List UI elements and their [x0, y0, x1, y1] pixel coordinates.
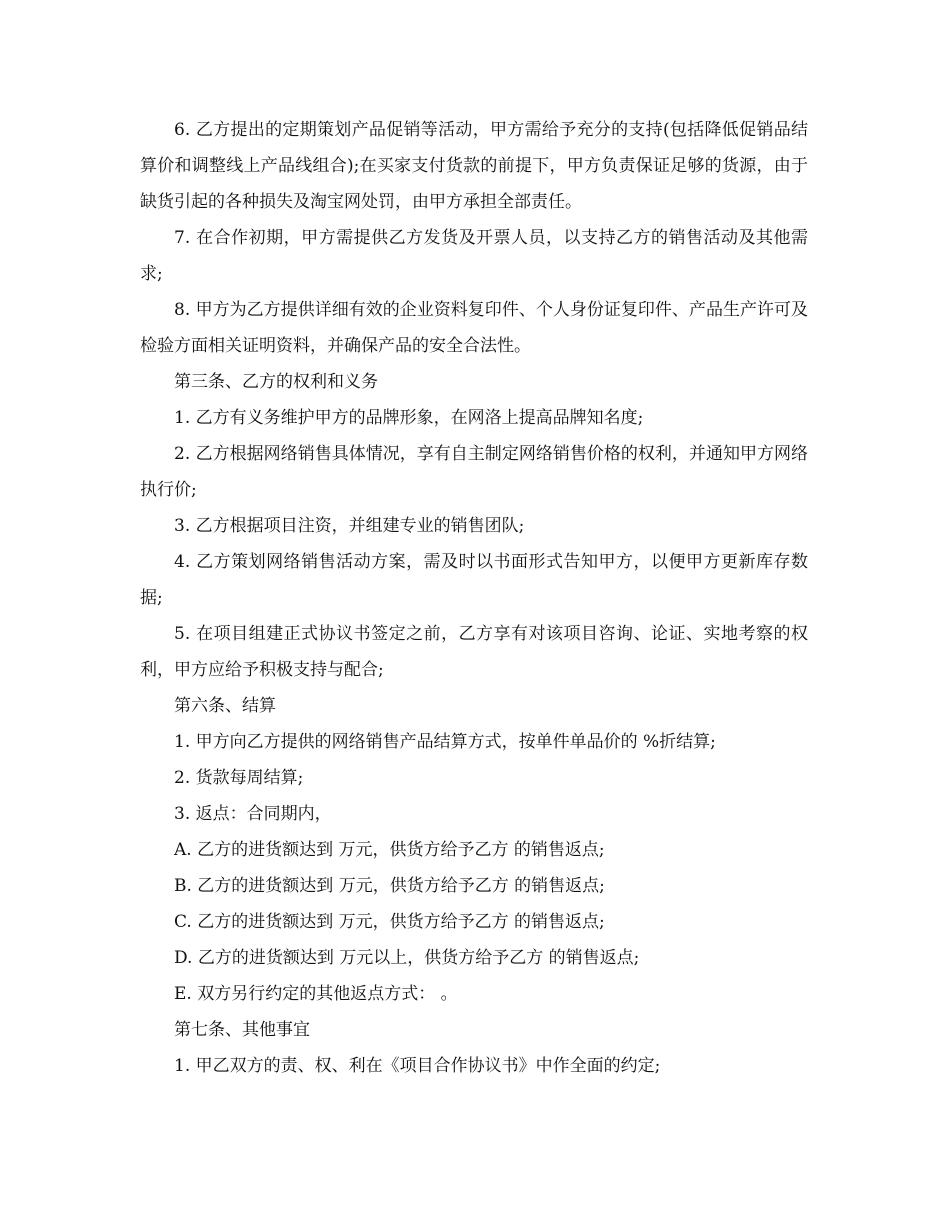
- paragraph-clause-3-4: 4. 乙方策划网络销售活动方案，需及时以书面形式告知甲方，以便甲方更新库存数据;: [140, 552, 808, 608]
- paragraph-clause-6-1: 1. 甲方向乙方提供的网络销售产品结算方式，按单件单品价的 %折结算;: [174, 732, 716, 752]
- paragraph-rebate-c: C. 乙方的进货额达到 万元，供货方给予乙方 的销售返点;: [174, 912, 605, 932]
- paragraph-clause-2-8: 8. 甲方为乙方提供详细有效的企业资料复印件、个人身份证复印件、产品生产许可及检验方面相关证明资料，并确保产品的安全合法性。: [140, 300, 808, 356]
- paragraph-clause-3-2: 2. 乙方根据网络销售具体情况，享有自主制定网络销售价格的权利，并通知甲方网络执行价;: [140, 444, 808, 500]
- section-heading-article-7: 第七条、其他事宜: [174, 1020, 310, 1040]
- document-page: [140, 112, 808, 1084]
- paragraph-rebate-d: D. 乙方的进货额达到 万元以上，供货方给予乙方 的销售返点;: [174, 948, 640, 968]
- paragraph-clause-2-6: 6. 乙方提出的定期策划产品促销等活动，甲方需给予充分的支持(包括降低促销品结算价和调整线上产品线组合);在买家支付货款的前提下，甲方负责保证足够的货源，由于缺货引起的各种损失及淘宝网处罚，由甲方承担全部责任。: [140, 120, 808, 212]
- paragraph-rebate-b: B. 乙方的进货额达到 万元，供货方给予乙方 的销售返点;: [174, 876, 605, 896]
- paragraph-rebate-e: E. 双方另行约定的其他返点方式： 。: [174, 984, 458, 1004]
- section-heading-article-3: 第三条、乙方的权利和义务: [174, 372, 378, 392]
- paragraph-clause-7-1: 1. 甲乙双方的责、权、利在《项目合作协议书》中作全面的约定;: [174, 1056, 661, 1076]
- paragraph-rebate-a: A. 乙方的进货额达到 万元，供货方给予乙方 的销售返点;: [174, 840, 605, 860]
- paragraph-clause-3-5: 5. 在项目组建正式协议书签定之前，乙方享有对该项目咨询、论证、实地考察的权利，甲方应给予积极支持与配合;: [140, 624, 808, 680]
- paragraph-clause-6-3: 3. 返点：合同期内，: [174, 804, 332, 824]
- section-heading-article-6: 第六条、结算: [174, 696, 276, 716]
- paragraph-clause-2-7: 7. 在合作初期，甲方需提供乙方发货及开票人员，以支持乙方的销售活动及其他需求;: [140, 228, 808, 284]
- paragraph-clause-3-1: 1. 乙方有义务维护甲方的品牌形象，在网洛上提高品牌知名度;: [174, 408, 644, 428]
- paragraph-clause-6-2: 2. 货款每周结算;: [174, 768, 304, 788]
- paragraph-clause-3-3: 3. 乙方根据项目注资，并组建专业的销售团队;: [174, 516, 525, 536]
